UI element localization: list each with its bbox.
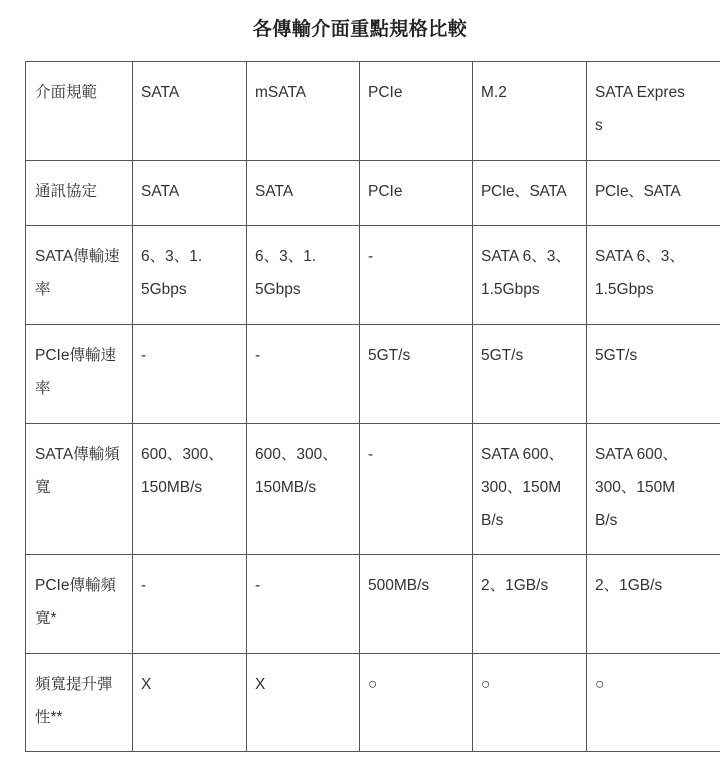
row-header-cell: 介面規範 bbox=[26, 62, 133, 161]
table-row bbox=[26, 226, 720, 325]
spec-comparison-table bbox=[25, 61, 720, 752]
table-cell: 5GT/s bbox=[473, 325, 587, 424]
page-title: 各傳輸介面重點規格比較 bbox=[252, 19, 468, 40]
table-cell: PCIe bbox=[360, 62, 473, 161]
table-cell: SATA bbox=[133, 62, 247, 161]
table-cell: 6、3、1.5Gbps bbox=[247, 226, 360, 325]
table-cell: - bbox=[133, 555, 247, 654]
table-cell: - bbox=[133, 325, 247, 424]
table-row bbox=[26, 555, 720, 654]
table-row bbox=[26, 62, 720, 161]
table-cell: SATA bbox=[133, 161, 247, 226]
table-cell: ○ bbox=[473, 654, 587, 752]
table-cell: 600、300、150MB/s bbox=[133, 424, 247, 555]
table-cell: 6、3、1.5Gbps bbox=[133, 226, 247, 325]
table-cell: SATA 6、3、1.5Gbps bbox=[473, 226, 587, 325]
table-cell: 2、1GB/s bbox=[587, 555, 720, 654]
table-cell: SATA 6、3、1.5Gbps bbox=[587, 226, 720, 325]
table-cell: SATA Express bbox=[587, 62, 720, 161]
table-cell: 600、300、150MB/s bbox=[247, 424, 360, 555]
table-cell: ○ bbox=[587, 654, 720, 752]
table-cell: PCIe、SATA bbox=[587, 161, 720, 226]
table-cell: - bbox=[247, 325, 360, 424]
table-row bbox=[26, 161, 720, 226]
table-cell: M.2 bbox=[473, 62, 587, 161]
table-cell: SATA 600、300、150MB/s bbox=[473, 424, 587, 555]
table-cell: - bbox=[360, 424, 473, 555]
table-cell: PCIe bbox=[360, 161, 473, 226]
table-cell: X bbox=[247, 654, 360, 752]
table-cell: mSATA bbox=[247, 62, 360, 161]
table-cell: 5GT/s bbox=[587, 325, 720, 424]
row-header-cell: PCIe傳輸速率 bbox=[26, 325, 133, 424]
table-row bbox=[26, 424, 720, 555]
table-cell: SATA bbox=[247, 161, 360, 226]
row-header-cell: 通訊協定 bbox=[26, 161, 133, 226]
row-header-cell: 頻寬提升彈性** bbox=[26, 654, 133, 752]
table-cell: 2、1GB/s bbox=[473, 555, 587, 654]
table-row bbox=[26, 325, 720, 424]
table-cell: - bbox=[360, 226, 473, 325]
table-cell: SATA 600、300、150MB/s bbox=[587, 424, 720, 555]
table-row bbox=[26, 654, 720, 752]
table-cell: - bbox=[247, 555, 360, 654]
table-cell: ○ bbox=[360, 654, 473, 752]
row-header-cell: PCIe傳輸頻寬* bbox=[26, 555, 133, 654]
row-header-cell: SATA傳輸速率 bbox=[26, 226, 133, 325]
table-cell: 500MB/s bbox=[360, 555, 473, 654]
table-cell: PCIe、SATA bbox=[473, 161, 587, 226]
row-header-cell: SATA傳輸頻寬 bbox=[26, 424, 133, 555]
table-cell: 5GT/s bbox=[360, 325, 473, 424]
table-cell: X bbox=[133, 654, 247, 752]
